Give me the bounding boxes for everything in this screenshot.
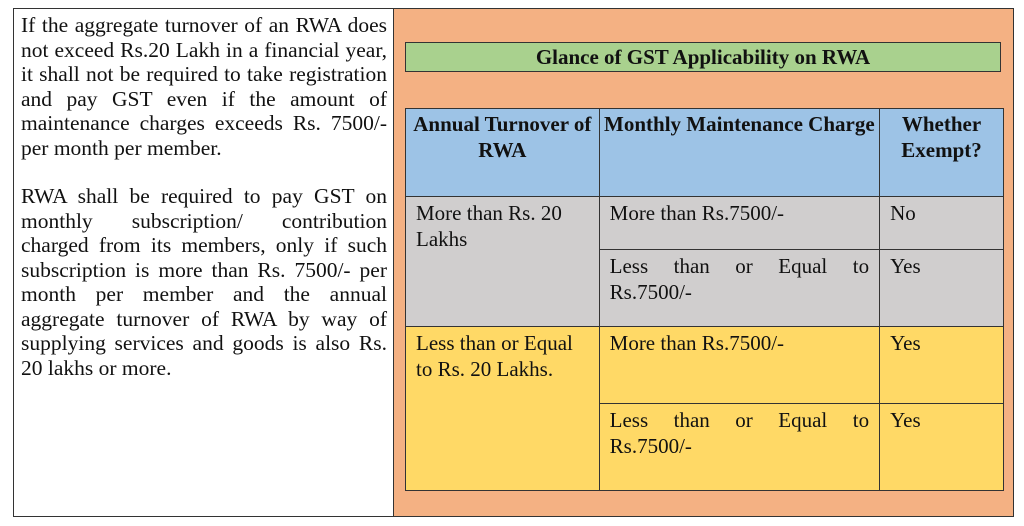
turnover-cell: More than Rs. 20 Lakhs xyxy=(406,197,600,327)
header-whether-exempt: Whether Exempt? xyxy=(880,109,1004,197)
turnover-cell: Less than or Equal to Rs. 20 Lakhs. xyxy=(406,327,600,491)
table-row xyxy=(406,327,1004,404)
document-frame xyxy=(13,8,1014,517)
table-title: Glance of GST Applicability on RWA xyxy=(405,42,1001,72)
charge-cell: More than Rs.7500/- xyxy=(599,197,879,250)
paragraph-turnover-threshold: If the aggregate turnover of an RWA does not exceed Rs.20 Lakh in a financial year, it shall not be required to take registration and pay GST even if the amount of maintenance charges exceeds Rs. 7500/- per month per member. xyxy=(21,13,387,160)
table-header-row xyxy=(406,109,1004,197)
explanation-column xyxy=(14,9,394,516)
charge-cell: Less than or Equal to Rs.7500/- xyxy=(599,404,879,491)
exempt-cell: Yes xyxy=(880,404,1004,491)
gst-applicability-table xyxy=(405,108,1004,491)
paragraph-gst-liability: RWA shall be required to pay GST on monthly subscription/ contribution charged from its members, only if such subscription is more than Rs. 7500/- per month per member and the annual aggregate turnover of RWA by way of supplying services and goods is also Rs. 20 lakhs or more. xyxy=(21,184,387,380)
exempt-cell: Yes xyxy=(880,250,1004,327)
header-annual-turnover: Annual Turnover of RWA xyxy=(406,109,600,197)
header-monthly-charge: Monthly Maintenance Charge xyxy=(599,109,879,197)
charge-cell: Less than or Equal to Rs.7500/- xyxy=(599,250,879,327)
exempt-cell: No xyxy=(880,197,1004,250)
table-row xyxy=(406,197,1004,250)
exempt-cell: Yes xyxy=(880,327,1004,404)
charge-cell: More than Rs.7500/- xyxy=(599,327,879,404)
summary-panel xyxy=(394,9,1013,516)
